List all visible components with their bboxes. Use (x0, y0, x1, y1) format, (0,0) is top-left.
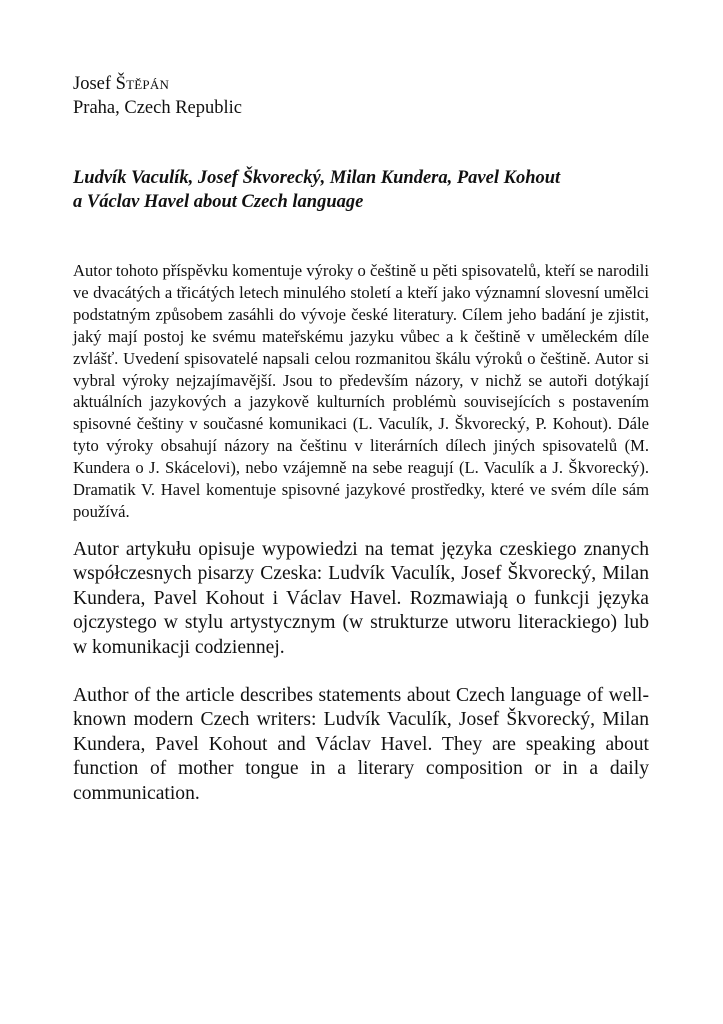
author-name (73, 72, 649, 96)
article-title (73, 166, 649, 214)
document-page (73, 72, 649, 806)
abstract-polish: Autor artykułu opisuje wypowiedzi na temat języka czeskiego znanych współczesnych pisarzy Czeska: Ludvík Vaculík, Josef Škvorecký, Milan Kundera, Pavel Kohout i Václav Havel. Rozmawiają o funkcji języka ojczystego w stylu artystycznym (w strukturze utworu literackiego) lub w komunikacji codziennej. (73, 538, 649, 658)
author-block (73, 72, 649, 120)
author-affiliation: Praha, Czech Republic (73, 98, 243, 118)
author-first-name: Josef (73, 74, 112, 94)
abstract-english: Author of the article describes statements about Czech language of well-known modern Czech writers: Ludvík Vaculík, Josef Škvorecký, Milan Kundera, Pavel Kohout and Václav Havel. They are speaking about function of mother tongue in a literary composition or in a daily communication. (73, 684, 649, 804)
abstract-czech: Autor tohoto příspěvku komentuje výroky o češtině u pěti spisovatelů, kteří se narodili ve dvacátých a třicátých letech minulého století a kteří jako významní slovesní umělci podstatným způsobem zasáhli do vývoje české literatury. Cílem jeho badání je zjistit, jaký mají postoj ke svému mateřskému jazyku vůbec a k češtině v uměleckém díle zvlášť. Uvedení spisovatelé napsali celou rozmanitou škálu výroků o češtině. Autor si vybral výroky nejzajímavější. Jsou to především názory, v nichž se autoři dotýkají aktuálních jazykových a jazykově kulturních problémù souvisejících s postavením spisovné češtiny v současné komunikaci (L. Vaculík, J. Škvorecký, P. Kohout). Dále tyto výroky obsahují názory na češtinu v literárních dílech jiných spisovatelů (M. Kundera o J. Skácelovi), nebo vzájemně na sebe reagují (L. Vaculík a J. Škvorecký). Dramatik V. Havel komentuje spisovné jazykové prostředky, které ve svém díle sám používá. (73, 261, 649, 521)
article-title-line-1: Ludvík Vaculík, Josef Škvorecký, Milan Kundera, Pavel Kohout (73, 168, 561, 188)
article-title-line-2: a Václav Havel about Czech language (73, 192, 364, 212)
author-surname: Štěpán (115, 74, 170, 94)
